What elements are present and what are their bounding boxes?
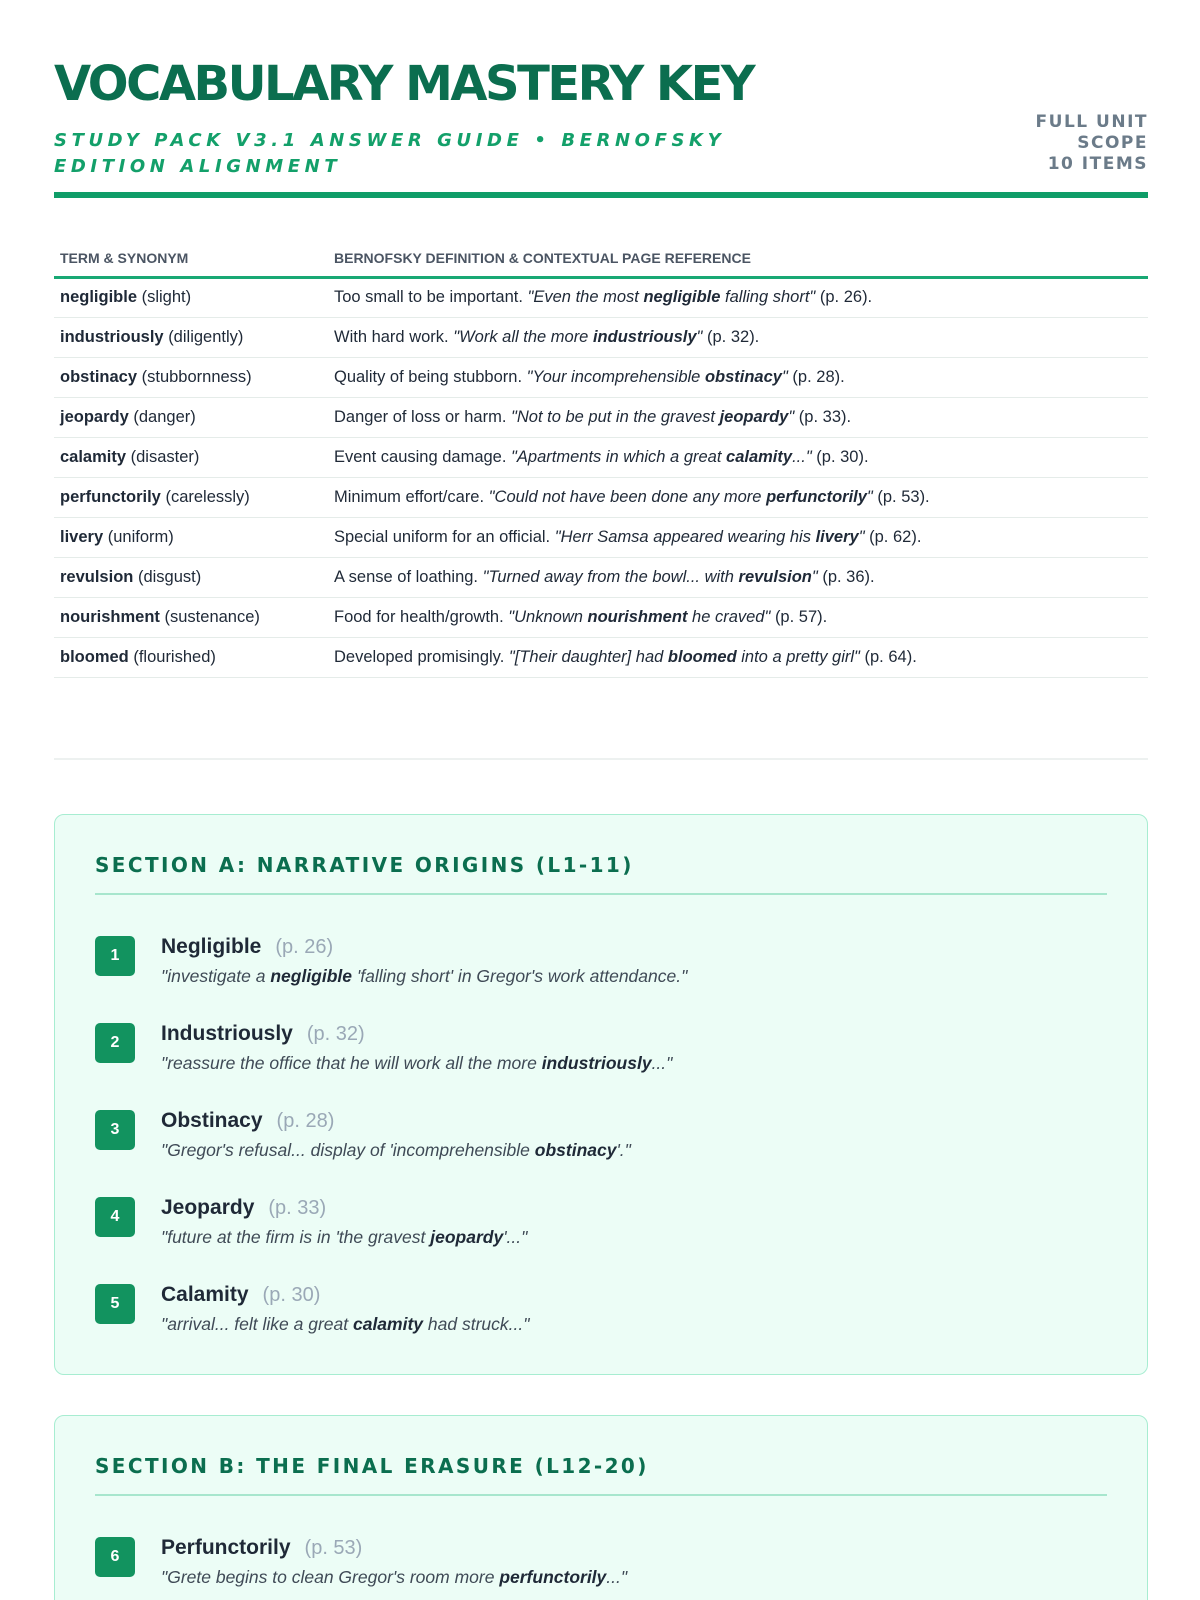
term-synonym: (flourished) bbox=[133, 647, 216, 666]
table-row bbox=[54, 517, 1148, 557]
definition-cell bbox=[328, 517, 1148, 557]
quote-text: '..." bbox=[503, 1226, 528, 1247]
quote-text: " bbox=[788, 407, 795, 426]
item-page-reference: (p. 30) bbox=[262, 1283, 321, 1306]
quote-keyword: perfunctorily bbox=[766, 487, 867, 506]
answer-key-page bbox=[54, 0, 1148, 1600]
page-header bbox=[54, 0, 1148, 198]
definition-cell bbox=[328, 277, 1148, 317]
item-heading bbox=[161, 1283, 1107, 1311]
item-heading bbox=[161, 1109, 1107, 1137]
term-synonym: (disgust) bbox=[137, 567, 202, 586]
term-word: perfunctorily bbox=[60, 487, 161, 506]
scope-line: FULL UNIT bbox=[1035, 112, 1148, 132]
term-cell bbox=[54, 277, 328, 317]
item-word: Negligible bbox=[161, 934, 262, 958]
quote-text: ..." bbox=[651, 1052, 673, 1073]
quote-text: "future at the firm is in 'the gravest bbox=[161, 1226, 431, 1247]
quote-text: '." bbox=[616, 1139, 631, 1160]
quote-text: "Not to be put in the gravest bbox=[511, 407, 720, 426]
quote-text: "Apartments in which a great bbox=[511, 447, 727, 466]
quote-keyword: industriously bbox=[592, 327, 697, 346]
page-reference: (p. 26). bbox=[819, 288, 873, 306]
section-divider bbox=[54, 758, 1148, 760]
context-quote bbox=[528, 288, 816, 306]
item-word: Jeopardy bbox=[161, 1195, 255, 1219]
item-word: Perfunctorily bbox=[161, 1535, 291, 1559]
page-reference: (p. 57). bbox=[774, 607, 828, 626]
term-word: industriously bbox=[60, 327, 164, 346]
section-card bbox=[54, 814, 1148, 1375]
context-quote bbox=[489, 488, 873, 506]
item-page-reference: (p. 53) bbox=[304, 1536, 363, 1559]
quote-text: "Herr Samsa appeared wearing his bbox=[554, 527, 816, 546]
column-header-definition: BERNOFSKY DEFINITION & CONTEXTUAL PAGE REFERENCE bbox=[328, 240, 1148, 277]
quote-text: "investigate a bbox=[161, 965, 271, 986]
quote-text: 'falling short' in Gregor's work attendance." bbox=[352, 965, 688, 986]
definition-cell bbox=[328, 597, 1148, 637]
item-quote bbox=[161, 1053, 1107, 1074]
quote-keyword: nourishment bbox=[587, 607, 688, 626]
page-reference: (p. 36). bbox=[822, 567, 875, 586]
item-heading bbox=[161, 1196, 1107, 1224]
item-heading bbox=[161, 1022, 1107, 1050]
table-row bbox=[54, 637, 1148, 677]
definition-text: Special uniform for an official. bbox=[334, 527, 551, 546]
item-number-badge: 3 bbox=[95, 1110, 135, 1150]
section-items bbox=[95, 1520, 1107, 1600]
term-word: jeopardy bbox=[60, 407, 129, 426]
item-number-badge: 6 bbox=[95, 1537, 135, 1577]
quote-text: he craved" bbox=[687, 607, 771, 626]
definition-text: Event causing damage. bbox=[334, 447, 507, 466]
quote-text: " bbox=[781, 367, 788, 386]
quote-text: "[Their daughter] had bbox=[508, 647, 668, 666]
term-synonym: (danger) bbox=[133, 407, 196, 426]
page-reference: (p. 30). bbox=[816, 447, 869, 466]
definition-cell bbox=[328, 477, 1148, 517]
term-cell bbox=[54, 317, 328, 357]
item-number-badge: 4 bbox=[95, 1197, 135, 1237]
term-word: negligible bbox=[60, 288, 138, 306]
definition-cell bbox=[328, 437, 1148, 477]
context-quote bbox=[511, 448, 812, 466]
vocabulary-table-body bbox=[54, 277, 1148, 677]
definition-text: Minimum effort/care. bbox=[334, 487, 485, 506]
table-header-row bbox=[54, 240, 1148, 277]
quote-keyword: negligible bbox=[643, 288, 721, 306]
term-word: calamity bbox=[60, 447, 127, 466]
quote-text: " bbox=[858, 527, 865, 546]
quote-text: "Your incomprehensible bbox=[526, 367, 705, 386]
term-synonym: (slight) bbox=[141, 288, 192, 306]
item-quote bbox=[161, 1140, 1107, 1161]
term-cell bbox=[54, 477, 328, 517]
page-title: VOCABULARY MASTERY KEY bbox=[54, 56, 754, 112]
section-card bbox=[54, 1415, 1148, 1600]
table-row bbox=[54, 557, 1148, 597]
item-word: Calamity bbox=[161, 1282, 249, 1306]
term-cell bbox=[54, 437, 328, 477]
context-quote bbox=[483, 568, 818, 586]
scope-badge bbox=[1036, 112, 1148, 175]
term-cell bbox=[54, 597, 328, 637]
item-heading bbox=[161, 1536, 1107, 1564]
item-page-reference: (p. 32) bbox=[306, 1022, 365, 1045]
quote-keyword: livery bbox=[815, 527, 859, 546]
definition-cell bbox=[328, 357, 1148, 397]
definition-text: Quality of being stubborn. bbox=[334, 367, 523, 386]
section-title: SECTION A: NARRATIVE ORIGINS (L1-11) bbox=[95, 853, 1107, 895]
page-reference: (p. 28). bbox=[792, 367, 845, 386]
term-word: nourishment bbox=[60, 607, 160, 626]
term-cell bbox=[54, 637, 328, 677]
section-item bbox=[95, 1093, 1107, 1180]
term-cell bbox=[54, 397, 328, 437]
definition-text: Developed promisingly. bbox=[334, 647, 505, 666]
quote-text: " bbox=[696, 327, 703, 346]
scope-line: SCOPE bbox=[1077, 133, 1148, 153]
section-item bbox=[95, 1267, 1107, 1354]
quote-keyword: obstinacy bbox=[534, 1139, 617, 1160]
quote-text: " bbox=[811, 567, 818, 586]
quote-text: ..." bbox=[792, 447, 812, 466]
page-reference: (p. 62). bbox=[869, 527, 922, 546]
quote-text: "Even the most bbox=[527, 288, 644, 306]
quote-text: ..." bbox=[606, 1566, 628, 1587]
quote-text: "arrival... felt like a great bbox=[161, 1313, 353, 1334]
context-quote bbox=[509, 648, 860, 666]
definition-text: Danger of loss or harm. bbox=[334, 407, 507, 426]
page-reference: (p. 53). bbox=[877, 487, 930, 506]
sections-container bbox=[54, 814, 1148, 1600]
quote-keyword: jeopardy bbox=[719, 407, 789, 426]
table-row bbox=[54, 477, 1148, 517]
item-word: Industriously bbox=[161, 1021, 293, 1045]
term-cell bbox=[54, 357, 328, 397]
item-word: Obstinacy bbox=[161, 1108, 263, 1132]
term-synonym: (stubbornness) bbox=[141, 367, 252, 386]
vocabulary-table bbox=[54, 240, 1148, 678]
term-word: livery bbox=[60, 527, 104, 546]
term-cell bbox=[54, 557, 328, 597]
item-heading bbox=[161, 935, 1107, 963]
quote-keyword: revulsion bbox=[738, 567, 812, 586]
term-synonym: (disaster) bbox=[130, 447, 200, 466]
context-quote bbox=[527, 368, 788, 386]
item-number-badge: 1 bbox=[95, 936, 135, 976]
item-quote bbox=[161, 1227, 1107, 1248]
context-quote bbox=[511, 408, 794, 426]
quote-text: "Gregor's refusal... display of 'incomprehensible bbox=[161, 1139, 535, 1160]
definition-cell bbox=[328, 397, 1148, 437]
quote-text: "Could not have been done any more bbox=[488, 487, 767, 506]
item-quote bbox=[161, 966, 1107, 987]
quote-text: "Grete begins to clean Gregor's room more bbox=[161, 1566, 500, 1587]
item-number-badge: 2 bbox=[95, 1023, 135, 1063]
section-item bbox=[95, 1006, 1107, 1093]
context-quote bbox=[555, 528, 865, 546]
page-reference: (p. 64). bbox=[864, 647, 917, 666]
quote-keyword: perfunctorily bbox=[499, 1566, 607, 1587]
quote-text: "Unknown bbox=[508, 607, 588, 626]
term-synonym: (sustenance) bbox=[164, 607, 260, 626]
item-number-badge: 5 bbox=[95, 1284, 135, 1324]
table-row bbox=[54, 277, 1148, 317]
term-synonym: (carelessly) bbox=[165, 487, 250, 506]
table-row bbox=[54, 357, 1148, 397]
quote-keyword: bloomed bbox=[667, 647, 737, 666]
scope-line: 10 ITEMS bbox=[1047, 154, 1148, 174]
term-synonym: (diligently) bbox=[168, 327, 244, 346]
quote-text: "Work all the more bbox=[453, 327, 593, 346]
item-page-reference: (p. 26) bbox=[275, 935, 334, 958]
item-quote bbox=[161, 1314, 1107, 1335]
item-quote bbox=[161, 1567, 1107, 1588]
section-item bbox=[95, 919, 1107, 1006]
definition-text: Too small to be important. bbox=[334, 288, 523, 306]
quote-text: " bbox=[866, 487, 873, 506]
table-row bbox=[54, 317, 1148, 357]
quote-text: "Turned away from the bowl... with bbox=[482, 567, 739, 586]
term-word: obstinacy bbox=[60, 367, 138, 386]
context-quote bbox=[453, 328, 702, 346]
definition-cell bbox=[328, 637, 1148, 677]
quote-keyword: calamity bbox=[352, 1313, 424, 1334]
term-synonym: (uniform) bbox=[107, 527, 174, 546]
table-row bbox=[54, 597, 1148, 637]
item-page-reference: (p. 28) bbox=[276, 1109, 335, 1132]
page-reference: (p. 33). bbox=[798, 407, 852, 426]
table-row bbox=[54, 397, 1148, 437]
quote-keyword: industriously bbox=[541, 1052, 652, 1073]
quote-keyword: calamity bbox=[726, 447, 793, 466]
section-title: SECTION B: THE FINAL ERASURE (L12-20) bbox=[95, 1454, 1107, 1496]
section-items bbox=[95, 919, 1107, 1354]
page-subtitle: STUDY PACK V3.1 ANSWER GUIDE • BERNOFSKY EDITION ALIGNMENT bbox=[54, 130, 726, 177]
quote-keyword: negligible bbox=[270, 965, 353, 986]
quote-text: falling short" bbox=[720, 288, 816, 306]
page-reference: (p. 32). bbox=[707, 327, 760, 346]
section-item bbox=[95, 1520, 1107, 1600]
definition-cell bbox=[328, 557, 1148, 597]
term-cell bbox=[54, 517, 328, 557]
item-page-reference: (p. 33) bbox=[268, 1196, 327, 1219]
quote-text: "reassure the office that he will work all the more bbox=[161, 1052, 542, 1073]
quote-text: had struck..." bbox=[423, 1313, 530, 1334]
table-row bbox=[54, 437, 1148, 477]
definition-text: With hard work. bbox=[334, 327, 449, 346]
definition-text: Food for health/growth. bbox=[334, 607, 504, 626]
definition-cell bbox=[328, 317, 1148, 357]
term-word: bloomed bbox=[60, 647, 129, 666]
context-quote bbox=[508, 608, 770, 626]
quote-keyword: obstinacy bbox=[704, 367, 782, 386]
quote-keyword: jeopardy bbox=[430, 1226, 504, 1247]
quote-text: into a pretty girl" bbox=[736, 647, 860, 666]
definition-text: A sense of loathing. bbox=[334, 567, 479, 586]
term-word: revulsion bbox=[60, 567, 134, 586]
column-header-term: TERM & SYNONYM bbox=[54, 240, 328, 277]
section-item bbox=[95, 1180, 1107, 1267]
